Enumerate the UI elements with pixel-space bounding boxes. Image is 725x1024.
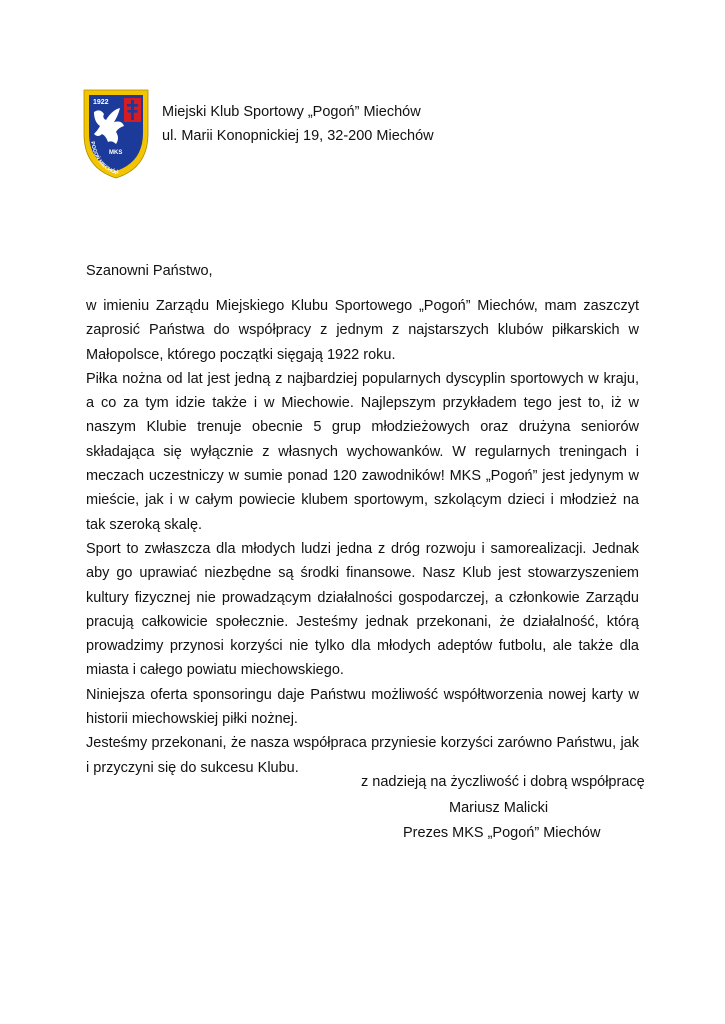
signature-name: Mariusz Malicki [449,799,549,816]
club-crest-logo [82,88,150,180]
paragraph-football-popularity: Piłka nożna od lat jest jedną z najbardziej popularnych dyscyplin sportowych w kraju, a co za tym idzie także i w Miechowie. Najlepszym przykładem tego jest to, iż w naszym Klubie trenuje obecnie 5 grup młodzieżowych oraz drużyna seniorów składająca się wyłącznie z własnych wychowanków. W regularnych treningach i meczach uczestniczy w sumie ponad 120 zawodników! MKS „Pogoń” jest jedynym w mieście, jak i w całym powiecie klubem sportowym, szkolącym dzieci i młodzież na tak szeroką skalę. [86,370,639,533]
paragraph-sponsorship-offer: Niniejsza oferta sponsoringu daje Państwu możliwość współtworzenia nowej karty w historii miechowskiej piłki nożnej. [86,686,639,728]
letter-greeting: Szanowni Państwo, [86,263,213,279]
paragraph-financing: Sport to zwłaszcza dla młodych ludzi jedna z dróg rozwoju i samorealizacji. Jednak aby go uprawiać niezbędne są środki finansowe. Nasz Klub jest stowarzyszeniem kultury fizycznej nie prowadzącym działalności gospodarczej, a członkowie Zarządu pracują całkowicie społecznie. Jesteśmy jednak przekonani, że działalność, którą prowadzimy przynosi korzyści nie tylko dla młodych adeptów futbolu, ale także dla miasta i całego powiatu miechowskiego. [86,540,639,679]
paragraph-conclusion: Jesteśmy przekonani, że nasza współpraca przyniesie korzyści zarówno Państwu, jak i przyczyni się do sukcesu Klubu. [86,735,639,776]
letter-body [86,294,639,780]
signature-title: Prezes MKS „Pogoń” Miechów [403,825,601,841]
crest-ring-text: POGOŃ MIECHÓW [89,141,120,177]
crest-year: 1922 [93,99,109,106]
club-header [162,100,434,148]
signature-closing: z nadzieją na życzliwość i dobrą współpracę [361,774,645,790]
crest-abbr: MKS [109,150,123,156]
club-name: Miejski Klub Sportowy „Pogoń” Miechów [162,104,421,120]
paragraph-invitation: w imieniu Zarządu Miejskiego Klubu Sportowego „Pogoń” Miechów, mam zaszczyt zaprosić Państwa do współpracy z jednym z najstarszych klubów piłkarskich w Małopolsce, którego początki sięgają 1922 roku. [86,298,639,363]
signature-block [340,770,660,847]
club-address: ul. Marii Konopnickiej 19, 32-200 Miechów [162,128,434,144]
